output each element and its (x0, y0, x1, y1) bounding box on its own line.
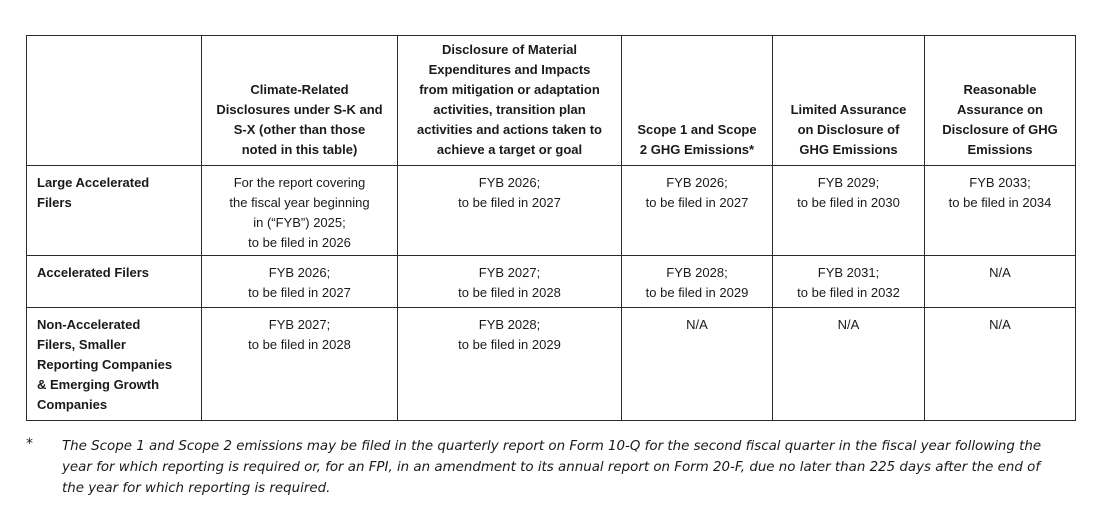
table-cell: FYB 2026; to be filed in 2027 (398, 166, 622, 256)
row-label-large-accelerated-filers: Large Accelerated Filers (27, 166, 202, 256)
corner-cell (27, 36, 202, 166)
column-header-climate-disclosures: Climate-Related Disclosures under S-K and S-X (other than those noted in this table) (202, 36, 398, 166)
table-cell: FYB 2026; to be filed in 2027 (622, 166, 773, 256)
column-header-material-expenditures: Disclosure of Material Expenditures and Impacts from mitigation or adaptation activities, transition plan activities and actions taken to achieve a target or goal (398, 36, 622, 166)
row-label-accelerated-filers: Accelerated Filers (27, 256, 202, 308)
footnote-text: The Scope 1 and Scope 2 emissions may be filed in the quarterly report on Form 10-Q for the second fiscal quarter in the fiscal year following the year for which reporting is required or, for an FPI, in an amendment to its annual report on Form 20-F, due no later than 225 days after the end of the year for which reporting is required. (62, 439, 1042, 496)
table-cell: N/A (773, 308, 925, 421)
table-cell: N/A (622, 308, 773, 421)
compliance-dates-table (26, 35, 1076, 421)
table-cell: FYB 2027; to be filed in 2028 (202, 308, 398, 421)
table-cell: FYB 2028; to be filed in 2029 (398, 308, 622, 421)
column-header-ghg-emissions: Scope 1 and Scope 2 GHG Emissions* (622, 36, 773, 166)
column-header-limited-assurance: Limited Assurance on Disclosure of GHG Emissions (773, 36, 925, 166)
table-cell: FYB 2029; to be filed in 2030 (773, 166, 925, 256)
footnote (26, 436, 1076, 499)
table-cell: FYB 2027; to be filed in 2028 (398, 256, 622, 308)
table-cell: FYB 2028; to be filed in 2029 (622, 256, 773, 308)
row-label-non-accelerated-filers: Non-Accelerated Filers, Smaller Reporting Companies & Emerging Growth Companies (27, 308, 202, 421)
table-cell: FYB 2026; to be filed in 2027 (202, 256, 398, 308)
table-row (27, 308, 1076, 421)
table-row (27, 166, 1076, 256)
table-cell: N/A (925, 308, 1076, 421)
footnote-marker: * (26, 436, 33, 452)
table-header-row (27, 36, 1076, 166)
table-cell: FYB 2033; to be filed in 2034 (925, 166, 1076, 256)
table-cell: For the report covering the fiscal year beginning in (“FYB”) 2025; to be filed in 2026 (202, 166, 398, 256)
table-cell: FYB 2031; to be filed in 2032 (773, 256, 925, 308)
table-cell: N/A (925, 256, 1076, 308)
column-header-reasonable-assurance: Reasonable Assurance on Disclosure of GHG Emissions (925, 36, 1076, 166)
table-row (27, 256, 1076, 308)
